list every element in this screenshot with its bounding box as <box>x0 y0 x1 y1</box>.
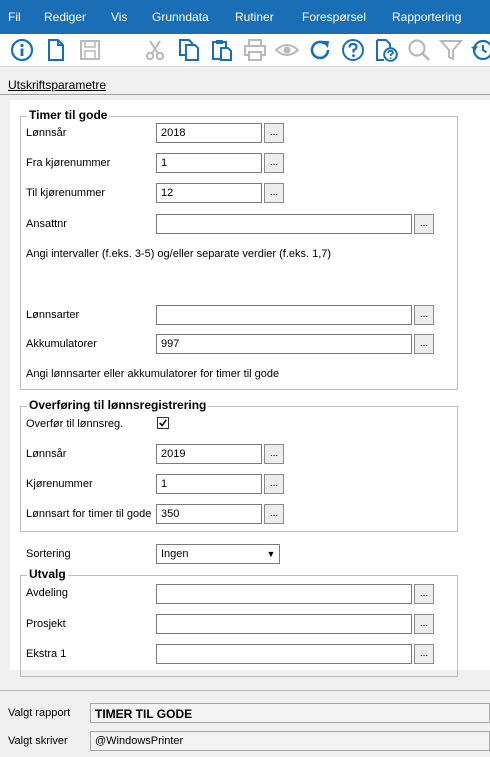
avdeling-label: Avdeling <box>26 587 68 599</box>
preview-icon[interactable] <box>275 38 299 62</box>
lonnsar-label: Lønnsår <box>26 127 67 139</box>
lonnsar-input[interactable]: 2018 <box>156 123 262 143</box>
group-overforing-legend: Overføring til lønnsregistrering <box>29 398 207 412</box>
overforing-lonnsar-input[interactable]: 2019 <box>156 444 262 464</box>
akkumulatorer-lookup-button[interactable]: ... <box>414 334 434 354</box>
menu-bar <box>0 0 490 34</box>
til-kjorenummer-input[interactable]: 12 <box>156 183 262 203</box>
valgt-skriver-label: Valgt skriver <box>8 735 68 747</box>
menu-rutiner[interactable]: Rutiner <box>235 10 274 24</box>
document-help-icon[interactable] <box>374 38 398 62</box>
kjorenummer-input[interactable]: 1 <box>156 474 262 494</box>
help-icon[interactable] <box>341 38 365 62</box>
lonnsart-timer-label: Lønnsart for timer til gode <box>26 508 152 520</box>
overfor-checkbox[interactable] <box>157 417 169 429</box>
akkumulatorer-input[interactable]: 997 <box>156 334 412 354</box>
prosjekt-lookup-button[interactable]: ... <box>414 614 434 634</box>
valgt-rapport-value: TIMER TIL GODE <box>90 703 490 723</box>
lonnsar-lookup-button[interactable]: ... <box>264 123 284 143</box>
cut-icon[interactable] <box>143 38 167 62</box>
menu-fil[interactable]: Fil <box>8 10 21 24</box>
info-icon[interactable] <box>10 38 34 62</box>
tab-utskriftsparametre[interactable]: Utskriftsparametre <box>8 78 107 92</box>
lonnsarter-label: Lønnsarter <box>26 309 80 321</box>
print-icon[interactable] <box>243 38 267 62</box>
avdeling-lookup-button[interactable]: ... <box>414 584 434 604</box>
menu-grunndata[interactable]: Grunndata <box>152 10 209 24</box>
valgt-skriver-value: @WindowsPrinter <box>90 731 490 751</box>
lonnsart-timer-lookup-button[interactable]: ... <box>264 504 284 524</box>
ansattnr-input[interactable] <box>156 214 412 234</box>
kjorenummer-label: Kjørenummer <box>26 478 93 490</box>
ekstra1-input[interactable] <box>156 644 412 664</box>
filter-icon[interactable] <box>439 38 463 62</box>
sortering-select[interactable] <box>156 544 280 564</box>
tab-divider <box>0 94 490 95</box>
sortering-value: Ingen <box>161 548 189 560</box>
overforing-lonnsar-lookup-button[interactable]: ... <box>264 444 284 464</box>
group-utvalg-legend: Utvalg <box>29 567 66 581</box>
ansattnr-lookup-button[interactable]: ... <box>414 214 434 234</box>
ansattnr-hint: Angi intervaller (f.eks. 3-5) og/eller separate verdier (f.eks. 1,7) <box>26 248 332 260</box>
save-icon[interactable] <box>78 38 102 62</box>
menu-rapportering[interactable]: Rapportering <box>392 10 462 24</box>
new-document-icon[interactable] <box>44 38 68 62</box>
prosjekt-label: Prosjekt <box>26 618 66 630</box>
toolbar <box>0 34 490 67</box>
history-icon[interactable] <box>470 38 490 62</box>
menu-vis[interactable]: Vis <box>111 10 128 24</box>
valgt-rapport-label: Valgt rapport <box>8 707 71 719</box>
dropdown-arrow-icon[interactable]: ▼ <box>266 549 276 559</box>
lonnsarter-lookup-button[interactable]: ... <box>414 305 434 325</box>
prosjekt-input[interactable] <box>156 614 412 634</box>
copy-icon[interactable] <box>177 38 201 62</box>
parameter-panel <box>10 100 490 670</box>
footer-divider <box>0 690 490 691</box>
paste-icon[interactable] <box>210 38 234 62</box>
sortering-label: Sortering <box>26 548 71 560</box>
ekstra1-label: Ekstra 1 <box>26 648 67 660</box>
menu-rediger[interactable]: Rediger <box>44 10 87 24</box>
overfor-checkbox-label: Overfør til lønnsreg. <box>26 418 124 430</box>
til-kjorenummer-lookup-button[interactable]: ... <box>264 183 284 203</box>
search-icon[interactable] <box>407 38 431 62</box>
fra-kjorenummer-lookup-button[interactable]: ... <box>264 153 284 173</box>
avdeling-input[interactable] <box>156 584 412 604</box>
akkumulatorer-label: Akkumulatorer <box>26 338 97 350</box>
lonnsarter-hint: Angi lønnsarter eller akkumulatorer for timer til gode <box>26 368 280 380</box>
kjorenummer-lookup-button[interactable]: ... <box>264 474 284 494</box>
menu-foresporsel[interactable]: Forespørsel <box>302 10 367 24</box>
ansattnr-label: Ansattnr <box>26 218 67 230</box>
ekstra1-lookup-button[interactable]: ... <box>414 644 434 664</box>
fra-kjorenummer-input[interactable]: 1 <box>156 153 262 173</box>
til-kjorenummer-label: Til kjørenummer <box>26 187 106 199</box>
refresh-icon[interactable] <box>308 38 332 62</box>
lonnsarter-input[interactable] <box>156 305 412 325</box>
fra-kjorenummer-label: Fra kjørenummer <box>26 157 111 169</box>
group-timer-til-gode-legend: Timer til gode <box>29 108 108 122</box>
overforing-lonnsar-label: Lønnsår <box>26 448 67 460</box>
lonnsart-timer-input[interactable]: 350 <box>156 504 262 524</box>
checkmark-icon <box>158 418 168 428</box>
